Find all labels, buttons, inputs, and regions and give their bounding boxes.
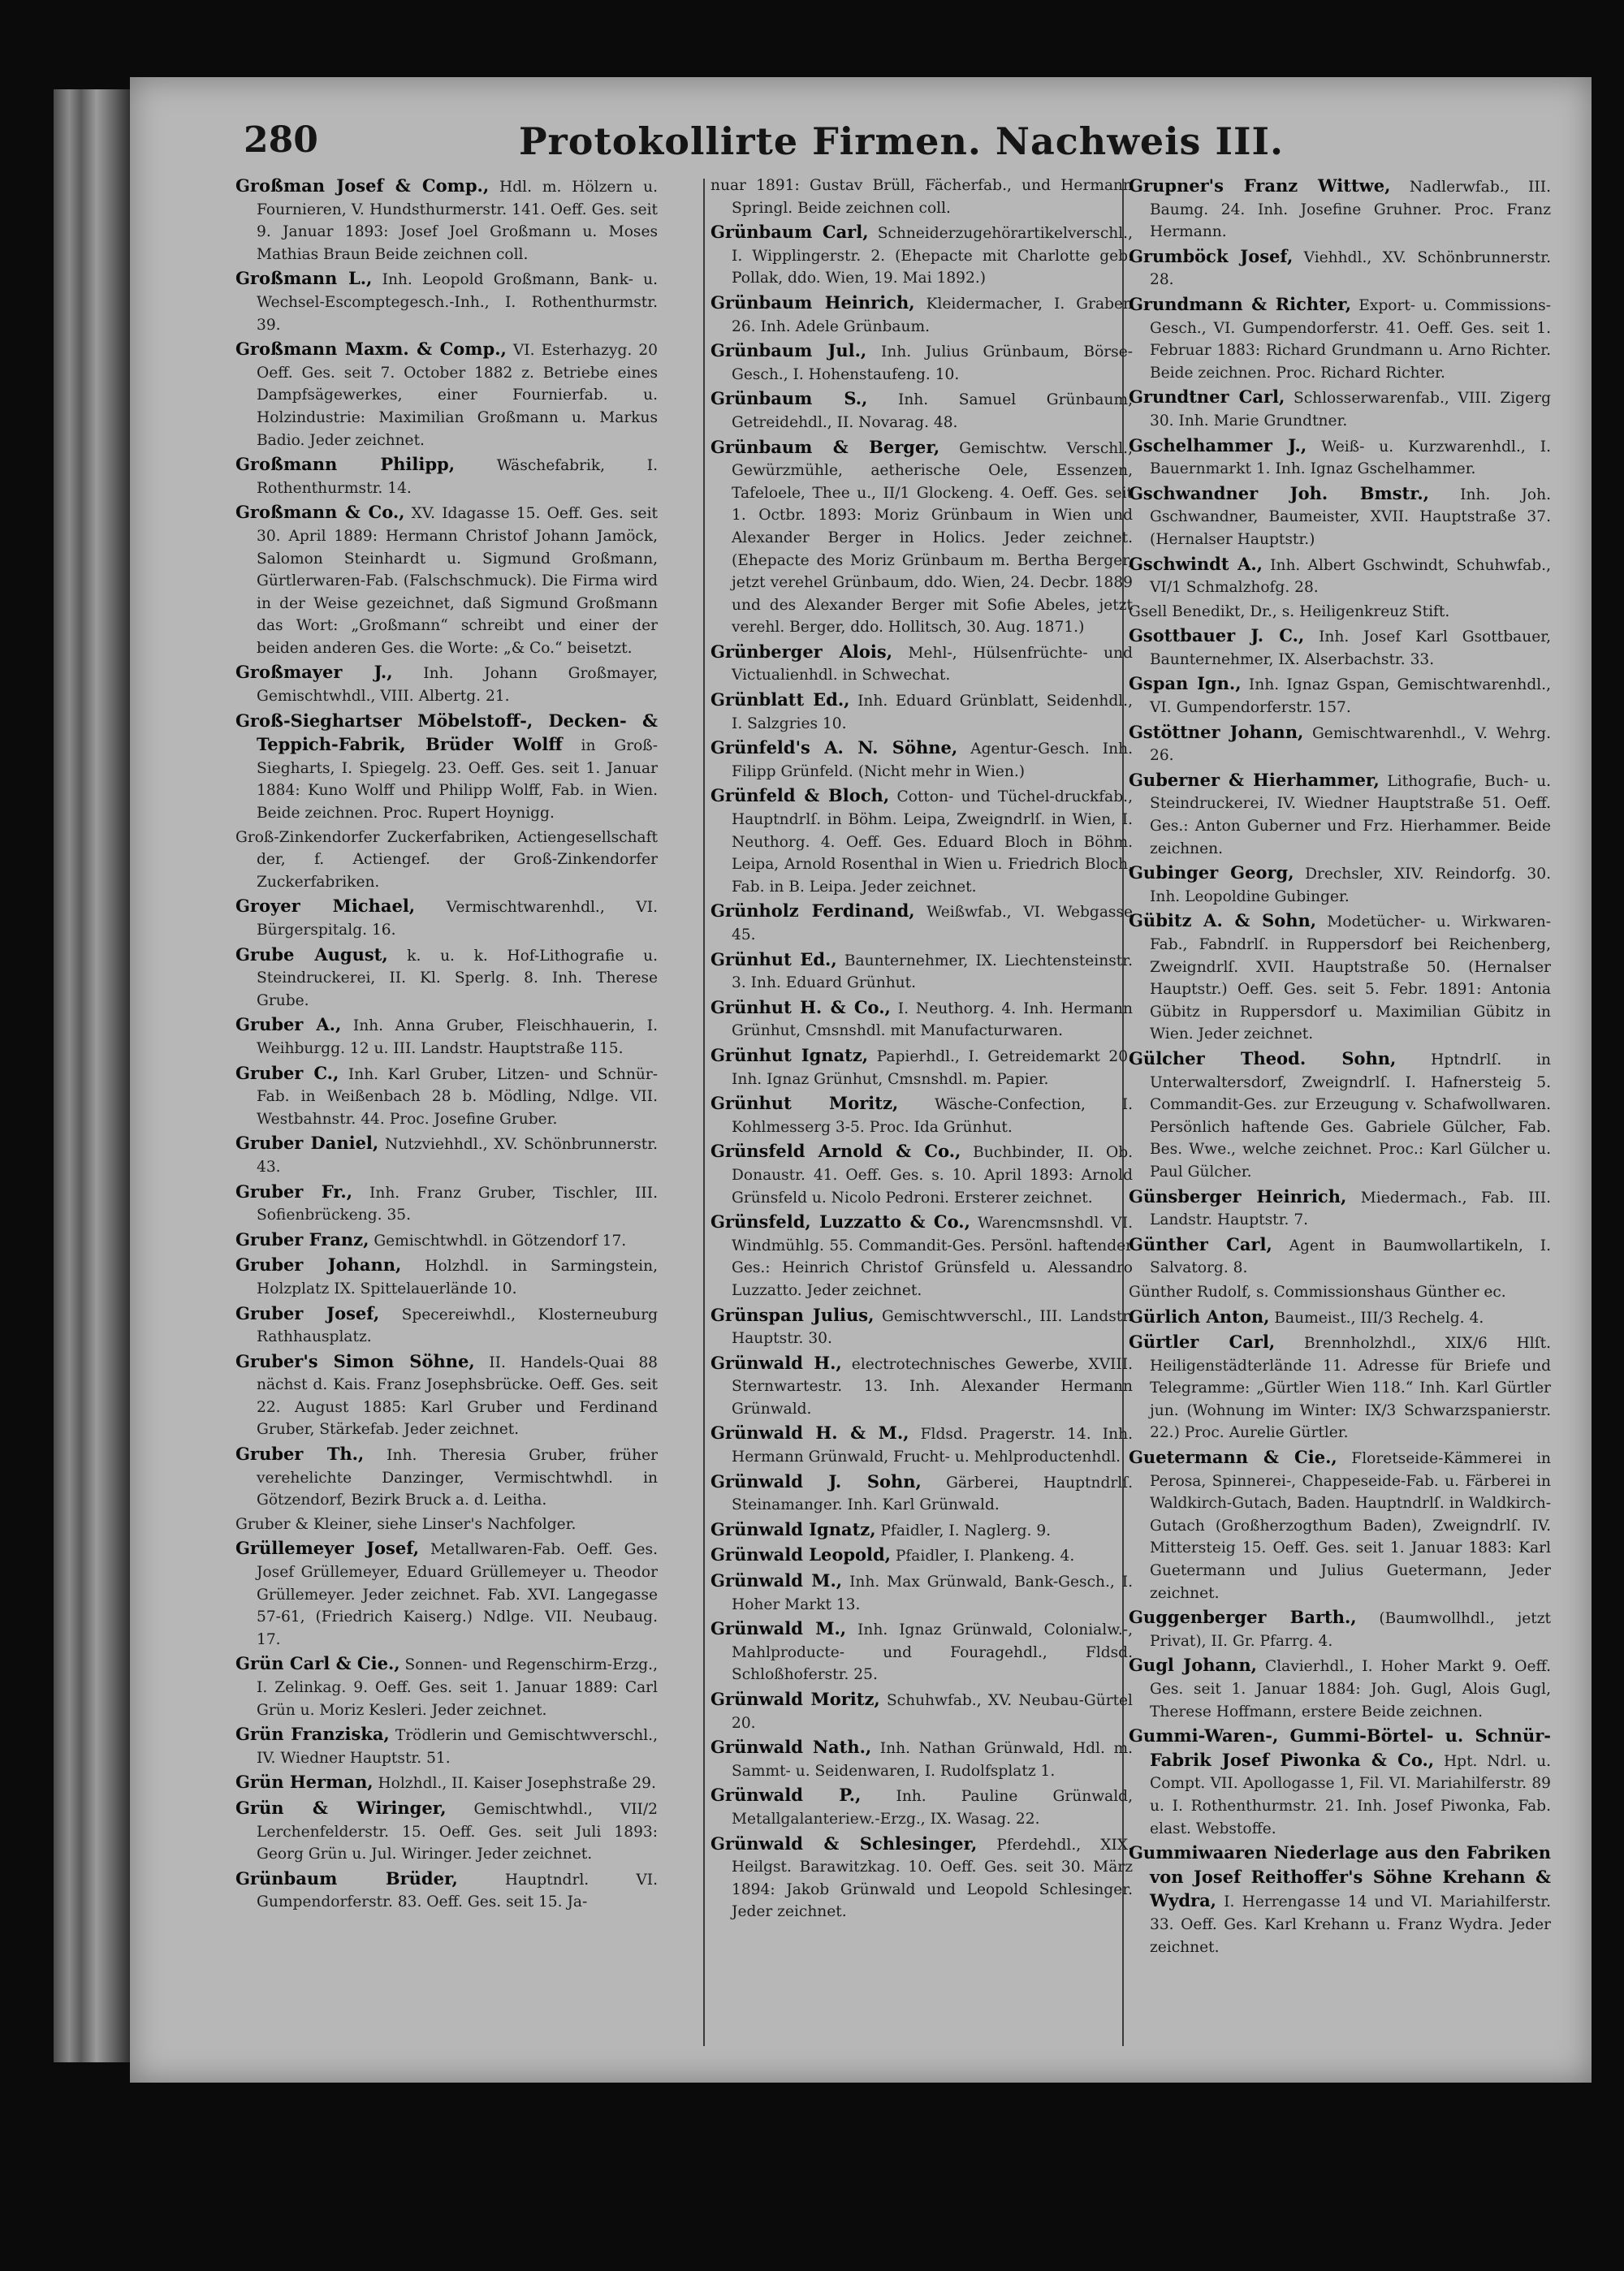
directory-entry xyxy=(1129,601,1551,624)
entry-details: Weiß- u. Kurzwarenhdl., I. Bauernmarkt 1. Inh. Ignaz Gschelhammer. xyxy=(1150,438,1551,478)
column-right xyxy=(1129,175,1551,2058)
firm-name: Gugl Johann, xyxy=(1129,1655,1257,1676)
firm-name: Grünsfeld Arnold & Co., xyxy=(710,1141,961,1162)
firm-name: Grünwald Nath., xyxy=(710,1737,872,1758)
entry-details: k. u. k. Hof-Lithografie u. Steindruckerei, II. Kl. Sperlg. 8. Inh. Therese Grube. xyxy=(257,947,658,1009)
firm-name: Gruber Johann, xyxy=(235,1254,402,1276)
firm-name: Grünbaum S., xyxy=(710,388,868,409)
directory-entry xyxy=(235,267,658,336)
directory-entry xyxy=(710,1422,1133,1468)
directory-entry xyxy=(710,175,1133,219)
book-edge xyxy=(54,89,132,2062)
directory-entry xyxy=(710,1352,1133,1421)
firm-name: Gruber Fr., xyxy=(235,1181,353,1202)
entry-details: Gruber & Kleiner, siehe Linser's Nachfolger. xyxy=(235,1515,577,1533)
firm-name: Grünwald Ignatz, xyxy=(710,1518,876,1539)
entry-details: Inh. Nathan Grünwald, Hdl. m. Sammt- u. Seidenwaren, I. Rudolfsplatz 1. xyxy=(732,1740,1133,1780)
firm-name: Grünblatt Ed., xyxy=(710,689,850,710)
directory-entry xyxy=(1129,1233,1551,1280)
entry-details: Gemischtwarenhdl., V. Wehrg. 26. xyxy=(1150,724,1551,765)
firm-name: Grundmann & Richter, xyxy=(1129,293,1352,314)
entry-details: Inh. Leopold Großmann, Bank- u. Wechsel-Escomptegesch.-Inh., I. Rothenthurmstr. 39. xyxy=(257,271,658,334)
firm-name: Großmayer J., xyxy=(235,662,393,683)
firm-name: Guetermann & Cie., xyxy=(1129,1447,1337,1468)
directory-entry xyxy=(710,1211,1133,1302)
firm-name: Gübitz A. & Sohn, xyxy=(1129,910,1317,931)
directory-entry xyxy=(235,1443,658,1512)
firm-name: Grumböck Josef, xyxy=(1129,245,1294,266)
entry-details: Inh. Pauline Grünwald, Metallgalanteriew.-Erzg., IX. Wasag. 22. xyxy=(732,1788,1133,1828)
entry-details: Export- u. Commissions-Gesch., VI. Gumpendorferstr. 41. Oeff. Ges. seit 1. Februar 1883: Richard Grundmann u. Arno Richter. Beide zeichnen. Proc. Richard Richter. xyxy=(1150,296,1551,382)
directory-entry xyxy=(710,1092,1133,1138)
directory-entry xyxy=(235,175,658,266)
entry-details: Modetücher- u. Wirkwaren-Fab., Fabndrlſ. in Ruppersdorf bei Reichenberg, Zweigndrlſ. XVII. Hauptstraße 50. (Hernalser Hauptstr.) Oeff. Ges. seit 5. Febr. 1891: Antonia Gübitz in Ruppersdorf u. Maximilian Gübitz in Wien. Jeder zeichnet. xyxy=(1150,913,1551,1043)
entry-details: Cotton- und Tüchel-druckfab., Hauptndrlſ. in Böhm. Leipa, Zweigndrlſ. in Wien, I. Neuthorg. 4. Oeff. Ges. Eduard Bloch in Böhm. Leipa, Arnold Rosenthal in Wien u. Friedrich Bloch, Fab. in B. Leipa. Jeder zeichnet. xyxy=(732,788,1133,896)
firm-name: Grünhut Ignatz, xyxy=(710,1044,869,1065)
entry-details: Gemischtwhdl., VII/2 Lerchenfelderstr. 15. Oeff. Ges. seit Juli 1893: Georg Grün u. Jul. Wiringer. Jeder zeichnet. xyxy=(257,1800,658,1863)
entry-details: Trödlerin und Gemischtwverschl., IV. Wiedner Hauptstr. 51. xyxy=(257,1727,658,1767)
firm-name: Gstöttner Johann, xyxy=(1129,721,1304,742)
page-number: 280 xyxy=(244,119,318,161)
firm-name: Grün & Wiringer, xyxy=(235,1797,447,1818)
entry-details: Holzhdl. in Sarmingstein, Holzplatz IX. Spittelauerlände 10. xyxy=(257,1258,658,1297)
firm-name: Grünhut Ed., xyxy=(710,948,837,969)
page-header xyxy=(244,119,1559,176)
entry-details: Hptndrlſ. in Unterwaltersdorf, Zweigndrlſ. I. Hafnersteig 5. Commandit-Ges. zur Erzeugung v. Schafwollwaren. Persönlich haftende Ges. Gabriele Gülcher, Fab. Bes. Wwe., welche zeichnet. Proc.: Karl Gülcher u. Paul Gülcher. xyxy=(1150,1051,1551,1181)
directory-entry xyxy=(710,339,1133,386)
column-left xyxy=(235,175,658,2058)
directory-entry xyxy=(235,1537,658,1651)
entry-details: Inh. Ignaz Grünwald, Colonialw.-, Mahlproducte- und Fouragehdl., Fldsd. Schloßhoferstr. 25. xyxy=(732,1621,1133,1684)
firm-name: Grünbaum & Berger, xyxy=(710,436,940,457)
firm-name: Großmann & Co., xyxy=(235,502,405,523)
entry-details: Sonnen- und Regenschirm-Erzg., I. Zelinkag. 9. Oeff. Ges. seit 1. Januar 1889: Carl Grün u. Moriz Kesleri. Jeder zeichnet. xyxy=(257,1656,658,1719)
firm-name: Grünwald J. Sohn, xyxy=(710,1470,922,1492)
entry-details: Warencmsnshdl. VI. Windmühlg. 55. Commandit-Ges. Persönl. haftender Ges.: Heinrich Christof Grünsfeld u. Alessandro Luzzatto. Jeder zeichnet. xyxy=(732,1215,1133,1299)
entry-details: Schuhwfab., XV. Neubau-Gürtel 20. xyxy=(732,1692,1133,1732)
directory-entry xyxy=(235,338,658,451)
firm-name: Gruber Daniel, xyxy=(235,1133,379,1154)
entry-details: Mehl-, Hülsenfrüchte- und Victualienhdl. in Schwechat. xyxy=(732,644,1133,684)
entry-details: Gsell Benedikt, Dr., s. Heiligenkreuz Stift. xyxy=(1129,602,1450,620)
directory-entry xyxy=(710,736,1133,783)
directory-entry xyxy=(710,1784,1133,1830)
entry-details: Pfaidler, I. Naglerg. 9. xyxy=(875,1522,1052,1539)
firm-name: Gschwindt A., xyxy=(1129,553,1263,574)
entry-details: Schneiderzugehörartikelverschl., I. Wipplingerstr. 2. (Ehepacte mit Charlotte geb. Pollak, ddo. Wien, 19. Mai 1892.) xyxy=(732,225,1133,287)
directory-entry xyxy=(710,1833,1133,1923)
firm-name: Grünwald Leopold, xyxy=(710,1544,891,1565)
directory-entry xyxy=(710,1688,1133,1734)
directory-entry xyxy=(710,996,1133,1043)
directory-entry xyxy=(235,710,658,825)
directory-entry xyxy=(235,1723,658,1769)
directory-entry xyxy=(1129,1446,1551,1604)
directory-entry xyxy=(1129,624,1551,671)
directory-entry xyxy=(235,1771,658,1795)
firm-name: Guggenberger Barth., xyxy=(1129,1607,1357,1628)
entry-details: Inh. Max Grünwald, Bank-Gesch., I. Hoher Markt 13. xyxy=(732,1574,1133,1613)
entry-details: Inh. Josef Karl Gsottbauer, Baunternehmer, IX. Alserbachstr. 33. xyxy=(1150,628,1551,668)
entry-details: Gemischtw. Verschl., Gewürzmühle, aetherische Oele, Essenzen, Tafeloele, Thee u., II/1 Glockeng. 4. Oeff. Ges. seit 1. Octbr. 1893: Moriz Grünbaum in Wien und Alexander Berger in Holics. Jeder zeichnet. (Ehepacte des Moriz Grünbaum m. Bertha Berger, jetzt verehel Grünbaum, ddo. Wien, 24. Decbr. 1889 und des Alexander Berger mit Sofie Abeles, jetzt verehl. Berger, ddo. Hollitsch, 30. Aug. 1871.) xyxy=(732,439,1133,637)
entry-details: II. Handels-Quai 88 nächst d. Kais. Franz Josephsbrücke. Oeff. Ges. seit 22. August 1885: Karl Gruber und Ferdinand Gruber, Stärkefab. Jeder zeichnet. xyxy=(257,1354,658,1439)
directory-entry xyxy=(235,1302,658,1349)
firm-name: Grünspan Julius, xyxy=(710,1304,875,1325)
directory-entry xyxy=(710,948,1133,995)
page xyxy=(130,77,1592,2083)
directory-entry xyxy=(710,689,1133,735)
entry-details: I. Neuthorg. 4. Inh. Hermann Grünhut, Cmsnshdl. mit Manufacturwaren. xyxy=(732,999,1133,1040)
entry-details: Brennholzhdl., XIX/6 Hlſt. Heiligenstädterlände 11. Adresse für Briefe und Telegramme: „Gürtler Wien 118.“ Inh. Karl Gürtler jun. (Wohnung im Winter: IX/3 Schwarzspanierstr. 22.) Proc. Aurelie Gürtler. xyxy=(1150,1335,1551,1442)
directory-entry xyxy=(710,1470,1133,1517)
firm-name: Grünwald & Schlesinger, xyxy=(710,1833,978,1854)
entry-details: Baumeist., III/3 Rechelg. 4. xyxy=(1269,1309,1484,1327)
entry-details: Kleidermacher, I. Graben 26. Inh. Adele Grünbaum. xyxy=(732,295,1133,335)
entry-details: electrotechnisches Gewerbe, XVIII. Sternwartestr. 13. Inh. Alexander Hermann Grünwald. xyxy=(732,1355,1133,1418)
entry-details: Holzhdl., II. Kaiser Josephstraße 29. xyxy=(373,1775,656,1793)
directory-entry xyxy=(710,436,1133,639)
directory-entry xyxy=(710,1518,1133,1543)
firm-name: Gsottbauer J. C., xyxy=(1129,625,1305,646)
firm-name: Gürlich Anton, xyxy=(1129,1306,1270,1327)
directory-entry xyxy=(235,895,658,941)
entry-details: Inh. Albert Gschwindt, Schuhwfab., VI/1 Schmalzhofg. 28. xyxy=(1150,556,1551,597)
firm-name: Grün Herman, xyxy=(235,1772,374,1793)
firm-name: Grünhut H. & Co., xyxy=(710,996,891,1017)
directory-entry xyxy=(710,784,1133,898)
firm-name: Grünberger Alois, xyxy=(710,641,893,662)
firm-name: Großman Josef & Comp., xyxy=(235,175,490,196)
firm-name: Gruber's Simon Söhne, xyxy=(235,1350,475,1371)
firm-name: Grünbaum Heinrich, xyxy=(710,291,915,313)
firm-name: Grünholz Ferdinand, xyxy=(710,900,915,922)
directory-entry xyxy=(710,1544,1133,1568)
entry-details: VI. Esterhazyg. 20 Oeff. Ges. seit 7. October 1882 z. Betriebe eines Dampfsägewerkes, einer Fournierfab. u. Holzindustrie: Maximilian Großmann u. Markus Badio. Jeder zeichnet. xyxy=(257,342,658,449)
directory-entry xyxy=(235,1181,658,1227)
entry-details: Gärberei, Hauptndrlſ. Steinamanger. Inh. Karl Grünwald. xyxy=(732,1474,1133,1514)
firm-name: Gruber C., xyxy=(235,1062,339,1083)
directory-entry xyxy=(235,827,658,894)
entry-details: Agentur-Gesch. Inh. Filipp Grünfeld. (Nicht mehr in Wien.) xyxy=(732,740,1133,780)
running-title: Protokollirte Firmen. Nachweis III. xyxy=(518,119,1285,163)
directory-entry xyxy=(235,1797,658,1866)
entry-details: Inh. Theresia Gruber, früher verehelichte Danzinger, Vermischtwhdl. in Götzendorf, Bezirk Bruck a. d. Leitha. xyxy=(257,1447,658,1509)
directory-entry xyxy=(1129,861,1551,908)
directory-entry xyxy=(235,661,658,707)
firm-name: Gülcher Theod. Sohn, xyxy=(1129,1047,1397,1069)
entry-details: Groß-Zinkendorfer Zuckerfabriken, Actiengesellschaft der, f. Actiengef. der Groß-Zinkendorfer Zuckerfabriken. xyxy=(235,828,658,891)
firm-name: Grünsfeld, Luzzatto & Co., xyxy=(710,1211,970,1233)
directory-entry xyxy=(1129,721,1551,767)
firm-name: Großmann Philipp, xyxy=(235,454,456,475)
directory-entry xyxy=(235,1132,658,1178)
entry-details: Floretseide-Kämmerei in Perosa, Spinnerei-, Chappeseide-Fab. u. Färberei in Waldkirch-Gutach, Baden. Hauptndrlſ. in Waldkirch-Gutach (Großherzogthum Baden), Zweigndrlſ. IV. Mittersteig 15. Oeff. Ges. seit 1. Januar 1883: Karl Guetermann und Julius Guetermann, Jeder zeichnet. xyxy=(1150,1450,1551,1602)
entry-details: Agent in Baumwollartikeln, I. Salvatorg. 8. xyxy=(1150,1237,1551,1277)
entry-details: Inh. Johann Großmayer, Gemischtwhdl., VIII. Albertg. 21. xyxy=(257,665,658,706)
directory-entry xyxy=(1129,293,1551,384)
entry-details: Wäschefabrik, I. Rothenthurmstr. 14. xyxy=(257,457,658,497)
directory-entry xyxy=(235,943,658,1012)
entry-details: Baunternehmer, IX. Liechtensteinstr. 3. Inh. Eduard Grünhut. xyxy=(732,952,1133,992)
directory-entry xyxy=(710,291,1133,338)
firm-name: Grünbaum Brüder, xyxy=(235,1867,458,1889)
firm-name: Gspan Ign., xyxy=(1129,673,1242,694)
entry-details: I. Herrengasse 14 und VI. Mariahilferstr. 33. Oeff. Ges. Karl Krehann u. Franz Wydra. Jeder zeichnet. xyxy=(1150,1893,1551,1956)
firm-name: Grünwald H., xyxy=(710,1352,842,1373)
directory-entry xyxy=(235,1867,658,1914)
firm-name: Gummi-Waren-, Gummi-Börtel- u. Schnür-Fabrik Josef Piwonka & Co., xyxy=(1129,1725,1551,1770)
firm-name: Gruber A., xyxy=(235,1014,342,1035)
directory-entry xyxy=(1129,769,1551,860)
firm-name: Grünhut Moritz, xyxy=(710,1093,899,1114)
entry-details: Inh. Joh. Gschwandner, Baumeister, XVII. Hauptstraße 37. (Hernalser Hauptstr.) xyxy=(1150,486,1551,548)
firm-name: Groß-Sieghartser Möbelstoff-, Decken- & Teppich-Fabrik, Brüder Wolff xyxy=(235,710,658,755)
firm-name: Grün Carl & Cie., xyxy=(235,1653,400,1674)
entry-details: XV. Idagasse 15. Oeff. Ges. seit 30. April 1889: Hermann Christof Johann Jamöck, Salomon Steinhardt u. Sigmund Großmann, Gürtlerwaren-Fab. (Falschschmuck). Die Firma wird in der Weise gezeichnet, daß Sigmund Großmann das Wort: „Großmann“ schreibt und einer der beiden anderen Ges. die Worte: „& Co.“ beisetzt. xyxy=(257,505,658,657)
entry-details: Fldsd. Pragerstr. 14. Inh. Hermann Grünwald, Frucht- u. Mehlproductenhdl. xyxy=(732,1426,1133,1466)
directory-entry xyxy=(1129,1281,1551,1304)
entry-details: Gemischtwhdl. in Götzendorf 17. xyxy=(369,1232,627,1250)
firm-name: Grünfeld's A. N. Söhne, xyxy=(710,737,958,758)
entry-details: Pfaidler, I. Plankeng. 4. xyxy=(891,1548,1075,1565)
directory-entry xyxy=(235,1228,658,1253)
entry-details: Lithografie, Buch- u. Steindruckerei, IV. Wiedner Hauptstraße 51. Oeff. Ges.: Anton Guberner und Frz. Hierhammer. Beide zeichnen. xyxy=(1150,772,1551,857)
entry-details: Hpt. Ndrl. u. Compt. VII. Apollogasse 1, Fil. VI. Mariahilferstr. 89 u. I. Rothenthurmstr. 21. Inh. Josef Piwonka, Fab. elast. Webstoffe. xyxy=(1150,1752,1551,1837)
directory-entry xyxy=(1129,1841,1551,1958)
entry-details: Inh. Eduard Grünblatt, Seidenhdl., I. Salzgries 10. xyxy=(732,693,1133,732)
entry-details: Wäsche-Confection, I. Kohlmesserg 3-5. Proc. Ida Grünhut. xyxy=(732,1096,1133,1136)
directory-entry xyxy=(710,1044,1133,1090)
firm-name: Grünfeld & Bloch, xyxy=(710,785,890,806)
entry-details: Inh. Julius Grünbaum, Börse-Gesch., I. Hohenstaufeng. 10. xyxy=(732,343,1133,383)
directory-entry xyxy=(235,1652,658,1721)
directory-entry xyxy=(710,1617,1133,1686)
firm-name: Grüllemeyer Josef, xyxy=(235,1538,420,1559)
firm-name: Gummiwaaren Niederlage aus den Fabriken von Josef Reithoffer's Söhne Krehann & Wydra, xyxy=(1129,1842,1551,1911)
entry-details: Drechsler, XIV. Reindorfg. 30. Inh. Leopoldine Gubinger. xyxy=(1150,866,1551,905)
entry-details: Specereiwhdl., Klosterneuburg Rathhausplatz. xyxy=(257,1306,658,1346)
directory-entry xyxy=(235,1513,658,1536)
entry-details: Inh. Samuel Grünbaum, Getreidehdl., II. Novarag. 48. xyxy=(732,391,1133,431)
directory-entry xyxy=(710,387,1133,434)
entry-details: Clavierhdl., I. Hoher Markt 9. Oeff. Ges. seit 1. Januar 1884: Joh. Gugl, Alois Gugl, Therese Hoffmann, erstere Beide zeichnen. xyxy=(1150,1658,1551,1721)
entry-details: Buchbinder, II. Ob. Donaustr. 41. Oeff. Ges. s. 10. April 1893: Arnold Grünsfeld u. Nicolo Pedroni. Ersterer zeichnet. xyxy=(732,1144,1133,1207)
firm-name: Gruber Josef, xyxy=(235,1302,380,1323)
firm-name: Guberner & Hierhammer, xyxy=(1129,769,1380,790)
directory-entry xyxy=(1129,1047,1551,1184)
entry-details: Inh. Karl Gruber, Litzen- und Schnür-Fab. in Weißenbach 28 b. Mödling, Ndlge. VII. Westbahnstr. 44. Proc. Josefine Gruber. xyxy=(257,1065,658,1128)
directory-entry xyxy=(1129,1606,1551,1652)
entry-details: nuar 1891: Gustav Brüll, Fächerfab., und Hermann Springl. Beide zeichnen coll. xyxy=(710,177,1133,217)
directory-entry xyxy=(1129,672,1551,719)
firm-name: Groyer Michael, xyxy=(235,896,416,917)
directory-entry xyxy=(1129,1185,1551,1232)
firm-name: Grupner's Franz Wittwe, xyxy=(1129,175,1391,196)
entry-details: Nutzviehhdl., XV. Schönbrunnerstr. 43. xyxy=(257,1136,658,1176)
firm-name: Grünwald H. & M., xyxy=(710,1423,909,1444)
entry-details: Nadlerwfab., III. Baumg. 24. Inh. Josefine Gruhner. Proc. Franz Hermann. xyxy=(1150,179,1551,241)
firm-name: Gruber Franz, xyxy=(235,1228,369,1250)
firm-name: Grundtner Carl, xyxy=(1129,386,1285,408)
entry-details: Inh. Franz Gruber, Tischler, III. Sofienbrückeng. 35. xyxy=(257,1184,658,1224)
firm-name: Gruber Th., xyxy=(235,1444,365,1465)
firm-name: Grünwald M., xyxy=(710,1570,843,1591)
entry-details: Metallwaren-Fab. Oeff. Ges. Josef Grüllemeyer, Eduard Grüllemeyer u. Theodor Grüllemeyer. Jeder zeichnet. Fab. XVI. Langegasse 57-61, (Friedrich Kaiserg.) Ndlge. VII. Neubaug. 17. xyxy=(257,1541,658,1648)
directory-entry xyxy=(1129,175,1551,244)
entry-details: (Baumwollhdl., jetzt Privat), II. Gr. Pfarrg. 4. xyxy=(1150,1610,1551,1650)
directory-entry xyxy=(710,221,1133,290)
directory-entry xyxy=(1129,245,1551,291)
entry-details: Gemischtwverschl., III. Landstr. Hauptstr. 30. xyxy=(732,1307,1133,1348)
entry-details: Schlosserwarenfab., VIII. Zigerg 30. Inh. Marie Grundtner. xyxy=(1150,390,1551,430)
column-rule xyxy=(703,179,705,2046)
firm-name: Gürtler Carl, xyxy=(1129,1332,1276,1353)
directory-entry xyxy=(1129,1725,1551,1840)
firm-name: Grünwald P., xyxy=(710,1785,862,1806)
directory-entry xyxy=(710,641,1133,687)
directory-entry xyxy=(1129,1331,1551,1444)
directory-entry xyxy=(1129,386,1551,432)
directory-entry xyxy=(235,501,658,659)
entry-details: Miedermach., Fab. III. Landstr. Hauptstr. 7. xyxy=(1150,1189,1551,1229)
directory-entry xyxy=(235,1062,658,1131)
directory-entry xyxy=(710,900,1133,946)
directory-entry xyxy=(1129,482,1551,551)
firm-name: Günsberger Heinrich, xyxy=(1129,1185,1347,1207)
entry-details: Pferdehdl., XIX. Heilgst. Barawitzkag. 10. Oeff. Ges. seit 30. März 1894: Jakob Grünwald und Leopold Schlesinger. Jeder zeichnet. xyxy=(732,1836,1133,1921)
entry-details: in Groß-Siegharts, I. Spiegelg. 23. Oeff. Ges. seit 1. Januar 1884: Kuno Wolff und Philipp Wolff, Fab. in Wien. Beide zeichnen. Proc. Rupert Hoynigg. xyxy=(257,737,658,822)
firm-name: Grünbaum Carl, xyxy=(710,222,869,243)
directory-entry xyxy=(710,1736,1133,1782)
firm-name: Grünwald M., xyxy=(710,1618,847,1639)
entry-details: Viehhdl., XV. Schönbrunnerstr. 28. xyxy=(1150,248,1551,289)
entry-details: Hauptndrl. VI. Gumpendorferstr. 83. Oeff. Ges. seit 15. Ja- xyxy=(257,1871,658,1911)
directory-entry xyxy=(1129,434,1551,481)
firm-name: Günther Carl, xyxy=(1129,1233,1272,1254)
entry-details: Vermischtwarenhdl., VI. Bürgerspitalg. 16. xyxy=(257,899,658,939)
column-middle xyxy=(710,175,1133,2058)
directory-entry xyxy=(235,453,658,499)
directory-entry xyxy=(1129,553,1551,599)
directory-entry xyxy=(235,1350,658,1441)
directory-entry xyxy=(710,1304,1133,1350)
firm-name: Großmann Maxm. & Comp., xyxy=(235,339,507,360)
directory-entry xyxy=(235,1013,658,1060)
directory-entry xyxy=(235,1254,658,1300)
entry-details: Papierhdl., I. Getreidemarkt 20. Inh. Ignaz Grünhut, Cmsnshdl. m. Papier. xyxy=(732,1047,1133,1088)
entry-details: Inh. Ignaz Gspan, Gemischtwarenhdl., VI. Gumpendorferstr. 157. xyxy=(1150,676,1551,717)
firm-name: Grünbaum Jul., xyxy=(710,340,867,361)
directory-entry xyxy=(1129,1654,1551,1723)
entry-details: Weißwfab., VI. Webgasse 45. xyxy=(732,904,1133,943)
firm-name: Großmann L., xyxy=(235,268,373,289)
entry-details: Hdl. m. Hölzern u. Fournieren, V. Hundsthurmerstr. 141. Oeff. Ges. seit 9. Januar 1893: Josef Joel Großmann u. Moses Mathias Braun Beide zeichnen coll. xyxy=(257,179,658,263)
firm-name: Grünwald Moritz, xyxy=(710,1689,880,1709)
firm-name: Gubinger Georg, xyxy=(1129,862,1294,883)
firm-name: Gschwandner Joh. Bmstr., xyxy=(1129,482,1429,503)
directory-entry xyxy=(710,1569,1133,1616)
directory-entry xyxy=(1129,909,1551,1046)
firm-name: Grün Franziska, xyxy=(235,1724,390,1745)
entry-details: Inh. Anna Gruber, Fleischhauerin, I. Weihburgg. 12 u. III. Landstr. Hauptstraße 115. xyxy=(257,1017,658,1057)
entry-details: Günther Rudolf, s. Commissionshaus Günther ec. xyxy=(1129,1283,1506,1301)
firm-name: Grube August, xyxy=(235,943,388,965)
directory-entry xyxy=(710,1140,1133,1209)
directory-entry xyxy=(1129,1306,1551,1330)
firm-name: Gschelhammer J., xyxy=(1129,434,1307,455)
